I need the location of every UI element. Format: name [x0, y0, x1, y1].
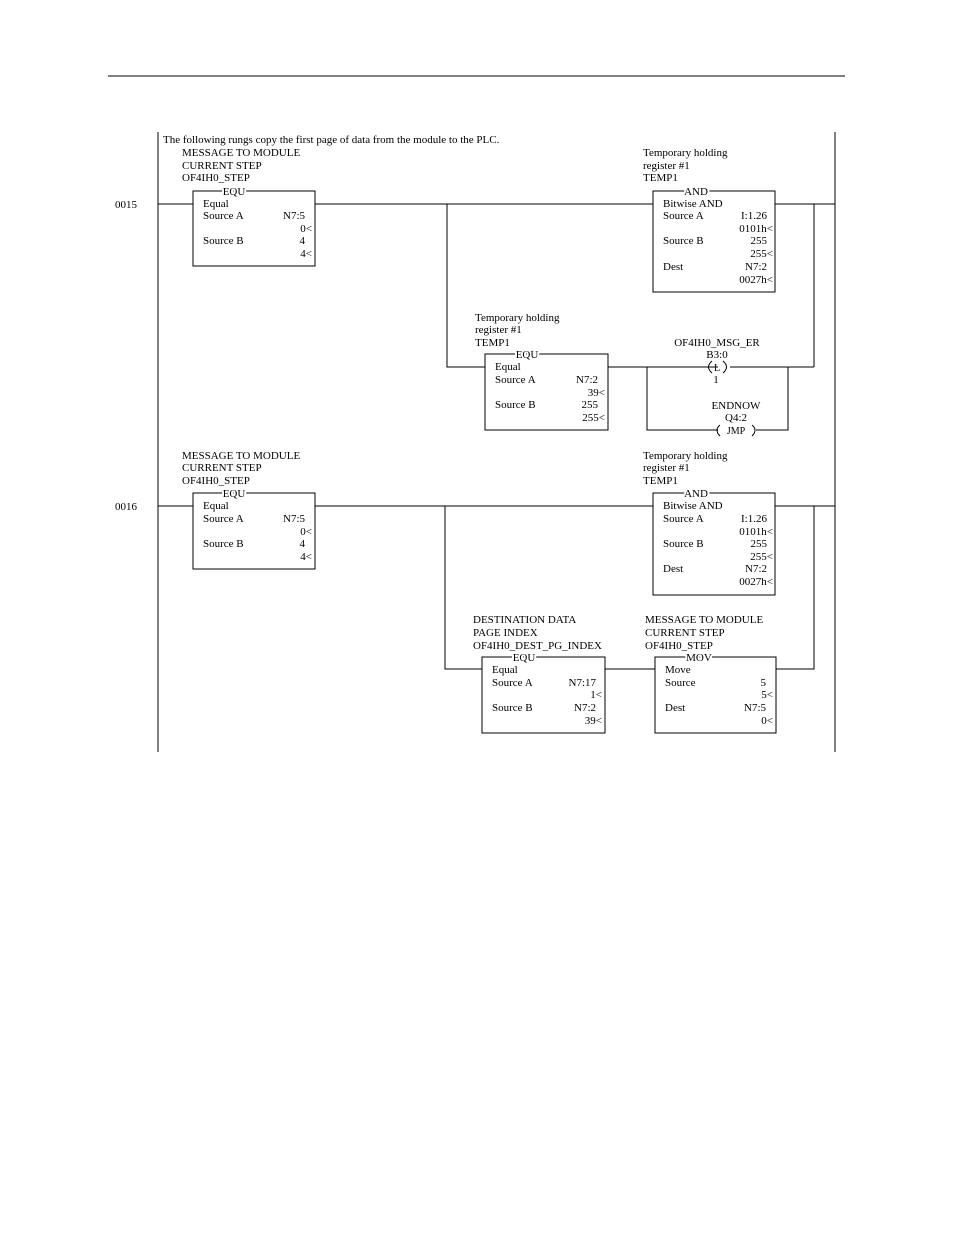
branch-wire	[776, 506, 814, 669]
tag-name: OF4IH0_MSG_ER	[674, 337, 760, 349]
source-a-value: 1<	[590, 689, 602, 701]
source-a-value: 0<	[300, 526, 312, 538]
source-b-value: 39<	[584, 715, 602, 727]
source-a-label: Source A	[492, 677, 533, 689]
equ-instruction	[182, 147, 315, 266]
source-b-value: 4<	[300, 248, 312, 260]
coil-symbol: L	[713, 363, 721, 374]
tag-name: OF4IH0_STEP	[182, 172, 250, 184]
source-a-label: Source A	[495, 374, 536, 386]
coil-left-paren-icon	[717, 425, 720, 436]
and-instruction	[643, 450, 775, 595]
tag-description: MESSAGE TO MODULE	[182, 147, 301, 159]
instruction-type: EQU	[222, 186, 246, 198]
source-b-address: 255	[581, 399, 598, 411]
coil-right-paren-icon	[723, 361, 727, 373]
source-a-label: Source A	[203, 513, 244, 525]
source-b-label: Source B	[495, 399, 536, 411]
source-a-value: 0101h<	[739, 223, 773, 235]
tag-description: MESSAGE TO MODULE	[645, 614, 764, 626]
instruction-type: AND	[684, 488, 708, 500]
source-a-value: 0101h<	[739, 526, 773, 538]
mov-instruction	[645, 614, 776, 733]
source-b-label: Source B	[663, 538, 704, 550]
instruction-title: Move	[665, 664, 691, 676]
source-b-label: Source B	[492, 702, 533, 714]
tag-description: MESSAGE TO MODULE	[182, 450, 301, 462]
dest-label: Dest	[663, 563, 684, 575]
tag-name: TEMP1	[475, 337, 510, 349]
equ-instruction	[473, 614, 605, 733]
tag-name: OF4IH0_STEP	[645, 640, 713, 652]
source-a-address: N7:2	[576, 374, 598, 386]
equ-instruction	[182, 450, 315, 569]
instruction-type: EQU	[222, 488, 246, 500]
tag-description: Temporary holding	[643, 450, 728, 462]
tag-name: TEMP1	[643, 475, 678, 487]
source-b-value: 255<	[582, 412, 605, 424]
source-a-value: 39<	[587, 387, 605, 399]
coil-address: B3:0	[706, 349, 728, 361]
source-b-label: Source B	[203, 538, 244, 550]
tag-description: CURRENT STEP	[645, 627, 725, 639]
source-a-address: N7:5	[283, 210, 305, 222]
latch-coil	[674, 337, 760, 386]
source-b-address: 255	[750, 235, 767, 247]
tag-description: CURRENT STEP	[182, 462, 262, 474]
source-a-value: 0<	[300, 223, 312, 235]
source-b-value: 255<	[750, 248, 773, 260]
source-a-address: I:1.26	[741, 210, 767, 222]
rung-comment: The following rungs copy the first page of data from the module to the PLC.	[163, 134, 500, 146]
dest-value: 0027h<	[739, 576, 773, 588]
dest-address: N7:5	[744, 702, 766, 714]
branch-wire	[756, 367, 788, 430]
instruction-type: MOV	[686, 652, 712, 664]
coil-right-paren-icon	[752, 425, 755, 436]
and-instruction	[643, 147, 775, 292]
source-b-address: 255	[750, 538, 767, 550]
instruction-type: EQU	[512, 652, 536, 664]
tag-description: CURRENT STEP	[182, 160, 262, 172]
instruction-type: AND	[684, 186, 708, 198]
dest-label: Dest	[665, 702, 686, 714]
dest-address: N7:2	[745, 563, 767, 575]
tag-description: Temporary holding	[643, 147, 728, 159]
instruction-title: Equal	[203, 198, 229, 210]
source-b-address: N7:2	[574, 702, 596, 714]
source-b-label: Source B	[203, 235, 244, 247]
dest-value: 0<	[761, 715, 773, 727]
tag-description: register #1	[475, 324, 522, 336]
rung-0016	[115, 450, 835, 733]
dest-label: Dest	[663, 261, 684, 273]
source-value: 5<	[761, 689, 773, 701]
source-a-label: Source A	[663, 210, 704, 222]
coil-state: 1	[713, 374, 719, 386]
coil-address: Q4:2	[725, 412, 747, 424]
equ-instruction	[475, 312, 608, 430]
source-b-value: 4<	[300, 551, 312, 563]
rung-number: 0016	[115, 501, 137, 513]
source-a-address: I:1.26	[741, 513, 767, 525]
source-address: 5	[760, 677, 766, 689]
branch-wire	[647, 367, 718, 430]
dest-value: 0027h<	[739, 274, 773, 286]
tag-description: DESTINATION DATA	[473, 614, 577, 626]
instruction-title: Bitwise AND	[663, 198, 723, 210]
tag-description: Temporary holding	[475, 312, 560, 324]
source-label: Source	[665, 677, 696, 689]
instruction-title: Equal	[495, 361, 521, 373]
rung-0015	[115, 147, 835, 437]
jmp-coil	[712, 400, 761, 437]
instruction-type: EQU	[515, 349, 539, 361]
source-a-address: N7:5	[283, 513, 305, 525]
instruction-title: Equal	[203, 500, 229, 512]
tag-description: PAGE INDEX	[473, 627, 538, 639]
source-a-label: Source A	[203, 210, 244, 222]
coil-symbol: JMP	[726, 426, 746, 437]
source-b-value: 255<	[750, 551, 773, 563]
source-b-label: Source B	[663, 235, 704, 247]
source-b-address: 4	[299, 538, 305, 550]
source-a-label: Source A	[663, 513, 704, 525]
tag-description: register #1	[643, 160, 690, 172]
dest-address: N7:2	[745, 261, 767, 273]
tag-name: OF4IH0_STEP	[182, 475, 250, 487]
source-a-address: N7:17	[568, 677, 596, 689]
instruction-title: Equal	[492, 664, 518, 676]
source-b-address: 4	[299, 235, 305, 247]
tag-description: register #1	[643, 462, 690, 474]
instruction-title: Bitwise AND	[663, 500, 723, 512]
tag-name: TEMP1	[643, 172, 678, 184]
rung-number: 0015	[115, 199, 137, 211]
tag-name: OF4IH0_DEST_PG_INDEX	[473, 640, 602, 652]
tag-name: ENDNOW	[711, 400, 761, 412]
